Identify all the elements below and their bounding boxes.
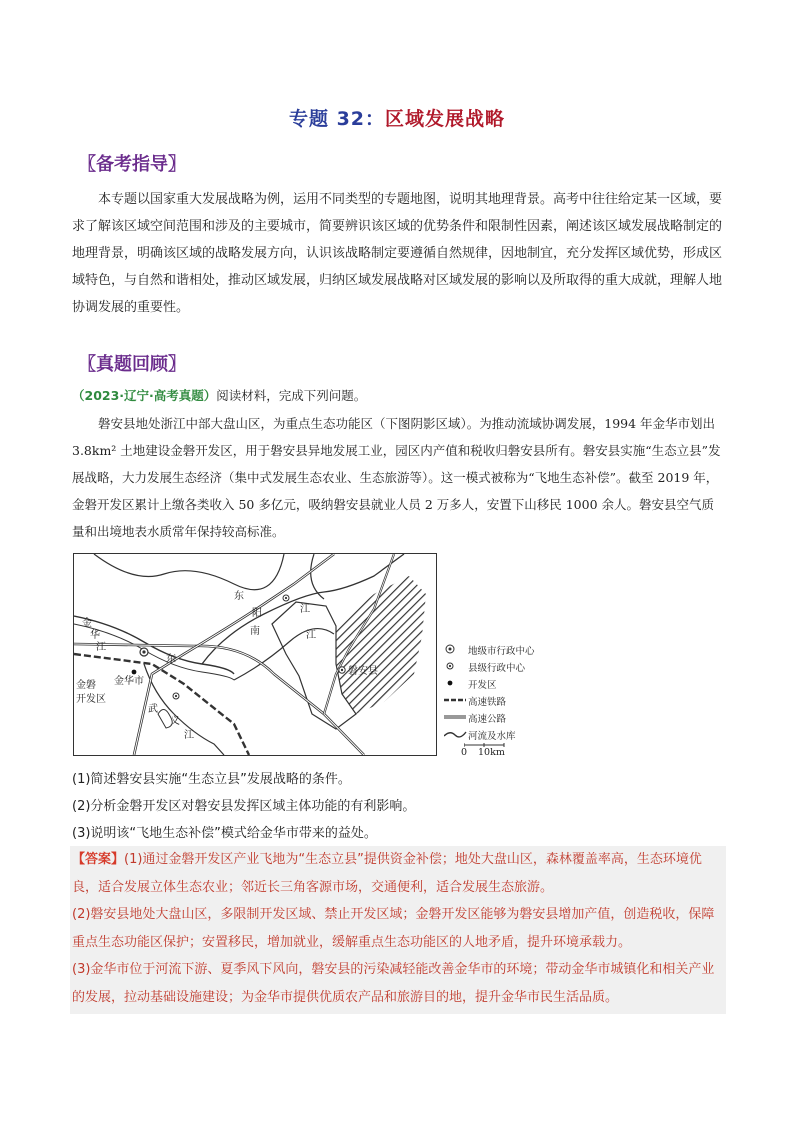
map-figure — [73, 553, 437, 756]
guide-heading: 〖备考指导〗 — [78, 154, 186, 175]
legend-highway-icon — [444, 711, 468, 723]
legend-railway-icon — [444, 694, 468, 706]
question-source-line — [72, 386, 366, 404]
map-label-nan: 南 — [250, 626, 260, 637]
question-instruction: 阅读材料，完成下列问题。 — [216, 388, 367, 403]
title-topic: 区域发展战略 — [385, 108, 506, 130]
map-label-jiang2: 江 — [184, 730, 194, 741]
map-label-dong: 东 — [166, 654, 176, 665]
page-title — [0, 104, 794, 131]
river-nanjiang — [234, 629, 334, 680]
map-label-kaifaqu: 开发区 — [76, 694, 106, 705]
sub-questions — [72, 766, 415, 847]
map-svg — [74, 554, 436, 755]
question-source: （2023·辽宁·高考真题） — [72, 388, 217, 403]
map-label-panan: 磐安县 — [348, 666, 378, 677]
kaifaqu-symbol — [132, 670, 137, 675]
map-label-jiang4: 江 — [306, 630, 316, 641]
map-label-yang: 阳 — [252, 608, 262, 619]
map-label-dong2: 东 — [234, 591, 244, 602]
guide-paragraph: 本专题以国家重大发展战略为例，运用不同类型的专题地图，说明其地理背景。高考中往往给定某一区域，要求了解该区域空间范围和涉及的主要城市，简要辨识该区域的优势条件和限制性因素，阐述该区域发展战略制定的地理背景，明确该区域的战略发展方向，认识该战略制定要遵循自然规律，因地制宜，充分发挥区域优势，形成区域特色，与自然和谐相处，推动区域发展，归纳区域发展战略对区域发展的影响以及所取得的重大成就，理解人地协调发展的重要性。 — [72, 192, 723, 315]
answer-2: (2)磐安县地处大盘山区，多限制开发区域、禁止开发区域；金磐开发区能够为磐安县增加产值，创造税收，保障重点生态功能区保护；安置移民，增加就业，缓解重点生态功能区的人地矛盾，提升环境承载力。 — [72, 907, 715, 950]
map-label-jiang3: 江 — [300, 604, 310, 615]
review-heading: 〖真题回顾〗 — [78, 354, 186, 375]
map-label-hua: 华 — [90, 630, 100, 641]
map-label-jinpan: 金磐 — [76, 680, 96, 691]
map-label-wu: 武 — [148, 704, 158, 715]
river-branch — [94, 554, 284, 590]
answer-box — [70, 846, 726, 1014]
answer-3: (3)金华市位于河流下游、夏季风下风向，磐安县的污染减轻能改善金华市的环境；带动金华市城镇化和相关产业的发展，拉动基础设施建设；为金华市提供优质农产品和旅游目的地，提升金华市民生活品质。 — [72, 962, 715, 1005]
map-label-jin: 金 — [82, 618, 92, 629]
ecological-zone — [336, 576, 426, 714]
map-label-yi: 义 — [170, 716, 180, 727]
title-prefix: 专题 32： — [288, 108, 386, 130]
map-label-jinhua-city: 金华市 — [114, 676, 144, 687]
legend-river-icon — [444, 728, 468, 740]
material-paragraph: 磐安县地处浙江中部大盘山区，为重点生态功能区（下图阴影区域）。为推动流域协调发展，1994 年金华市划出 3.8km² 土地建设金磐开发区，用于磐安县异地发展工业，园区内产值和税收归磐安县所有。磐安县实施“生态立县”发展战略，大力发展生态经济（集中式发展生态农业、生态旅游等）。这一模式被称为“飞地生态补偿”。截至 2019 年，金磐开发区累计上缴各类收入 50 多亿元，吸纳磐安县就业人员 2 万多人，安置下山移民 1000 余人。磐安县空气质量和出境地表水质常年保持较高标准。 — [72, 416, 721, 539]
sub-question-3: (3)说明该“飞地生态补偿”模式给金华市带来的益处。 — [72, 826, 377, 841]
sub-question-2: (2)分析金磐开发区对磐安县发挥区域主体功能的有利影响。 — [72, 799, 416, 814]
map-label-jiang1: 江 — [96, 642, 106, 653]
sub-question-1: (1)简述磐安县实施“生态立县”发展战略的条件。 — [72, 772, 351, 787]
answer-1: 【答案】(1)通过金磐开发区产业飞地为“生态立县”提供资金补偿；地处大盘山区，森林覆盖率高，生态环境优良，适合发展立体生态农业；邻近长三角客源市场，交通便利，适合发展生态旅游。 — [72, 852, 702, 895]
answer-tag: 【答案】 — [72, 852, 125, 867]
